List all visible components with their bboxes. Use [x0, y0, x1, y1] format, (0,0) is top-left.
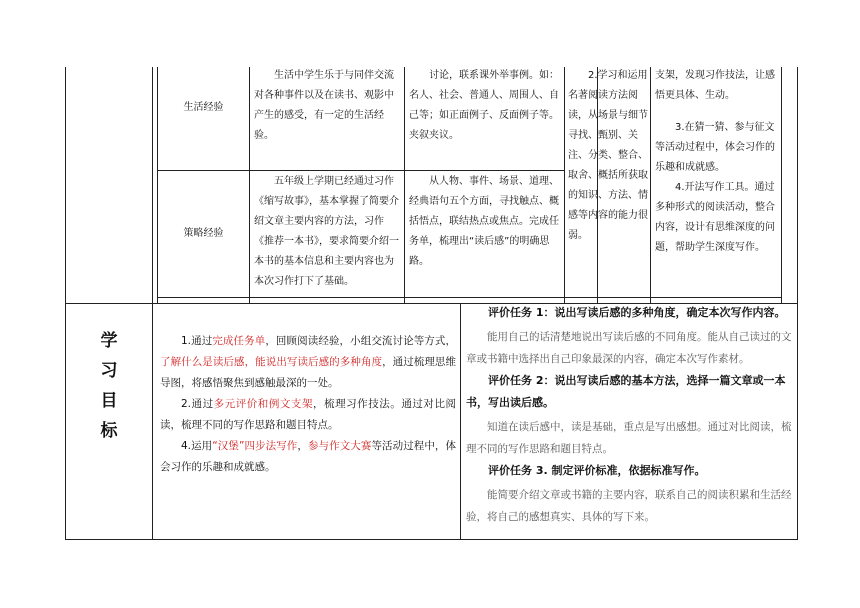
row-label-life-experience: 生活经验: [183, 102, 224, 113]
goal-3-highlight: “汉堡”四步法写作: [212, 440, 298, 452]
task-2-title: 评价任务 2：说出写读后感的基本方法，选择一篇文章或一本书，写出读后感。: [466, 374, 786, 409]
row-desc-life-text: 生活中学生乐于与同伴交流对各种事件以及在读书、观影中产生的感受，有一定的生活经验。: [254, 70, 394, 141]
goals-label-char-4: 标: [100, 421, 118, 441]
goal-2: 2.通过多元评价和例文支架，梳理习作技法。通过对比阅读，梳理不同的写作思路和题目特点。: [160, 398, 456, 431]
outer-border-bottom: [65, 539, 798, 540]
goal-1: 1.通过完成任务单，回顾阅读经验，小组交流讨论等方式，了解什么是读后感，能说出写读后感的多种角度，通过梳理思维导图，将感悟聚焦到感触最深的一处。: [160, 335, 457, 389]
task-2-body: 知道在读后感中，读是基础，重点是写出感想。通过对比阅读，梳理不同的写作思路和题目特点。: [466, 421, 792, 455]
row-desc-life-experience: [254, 66, 400, 146]
goals-content: [160, 331, 456, 478]
inner-col-divider-5: [650, 67, 651, 303]
task-3-body: 能简要介绍文章或书籍的主要内容，联系自己的阅读积累和生活经验，将自己的感想真实、具体的写下来。: [466, 489, 792, 523]
goals-label-char-3: 目: [100, 391, 118, 411]
row-label-strategy-experience: 策略经验: [183, 228, 224, 239]
inner-border-left-1: [152, 67, 153, 303]
row-method-life-text: 讨论，联系课外举事例。如：名人、社会、普通人、周围人、自己等；如正面例子、反面例子等。夹叙夹议。: [409, 70, 559, 141]
goals-label-char-1: 学: [100, 331, 118, 351]
strategy-cell: [655, 66, 779, 258]
goal-3-highlight-2: 参与作文大赛: [307, 440, 372, 452]
row-method-life-experience: [409, 66, 561, 146]
task-1-title: 评价任务 1：说出写读后感的多种角度，确定本次写作内容。: [488, 306, 786, 319]
strategy-p1: 支架，发现习作技法，让感悟更具体、生动。: [655, 70, 775, 101]
task-1-body: 能用自己的话清楚地说出写读后感的不同角度。能从自己读过的文章或书籍中选择出自己印象最深的内容，确定本次写作素材。: [466, 331, 792, 365]
strategy-p3: 3.在猜一猜、参与征文等活动过程中，体会习作的乐趣和成就感。: [655, 122, 775, 173]
difficulty-text: 2.学习和运用名著阅读方法阅读，从场景与细节寻找、甄别、关注、分类、整合、取舍、概括所获取的知识、方法、情感等内容的能力很弱。: [568, 70, 648, 241]
row-method-strategy-experience: [409, 172, 561, 272]
goal-3: 4.运用“汉堡”四步法写作，参与作文大赛等活动过程中，体会习作的乐趣和成就感。: [160, 440, 457, 473]
row-desc-strategy-experience: [254, 172, 400, 292]
inner-col-divider-1: [249, 67, 250, 303]
task-3-title: 评价任务 3. 制定评价标准，依据标准写作。: [488, 464, 706, 477]
goal-2-highlight: 多元评价和例文支架: [213, 398, 314, 410]
goals-label-char-2: 习: [100, 361, 118, 381]
inner-col-divider-3: [564, 67, 565, 303]
strategy-p4: 4.开法写作工具。通过多种形式的阅读活动，整合内容，设计有思维深度的问题，帮助学生深度写作。: [655, 182, 775, 253]
inner-col-divider-2: [404, 67, 405, 303]
inner-bottom-border: [157, 297, 782, 298]
tasks-content: [466, 302, 792, 528]
row-desc-strategy-text: 五年级上学期已经通过习作《缩写故事》，基本掌握了简要介绍文章主要内容的方法，习作《推荐一本书》，要求简要介绍一本书的基本信息和主要内容也为本次习作打下了基础。: [254, 176, 399, 287]
goals-tasks-divider: [460, 303, 461, 540]
inner-row-divider: [157, 170, 565, 171]
goal-1-highlight: 完成任务单: [212, 335, 266, 347]
inner-col-divider-6: [781, 67, 782, 303]
difficulty-cell: [568, 66, 648, 246]
row-method-strategy-text: 从人物、事件、场景、道理、经典语句五个方面，寻找触点、概括悟点，联结热点或焦点。完成任务单，梳理出“读后感”的明确思路。: [409, 176, 559, 267]
goals-label-divider: [152, 303, 153, 540]
goals-label: [66, 326, 152, 446]
goal-1-highlight-2: 了解什么是读后感，能说出写读后感的多种角度: [160, 356, 383, 368]
